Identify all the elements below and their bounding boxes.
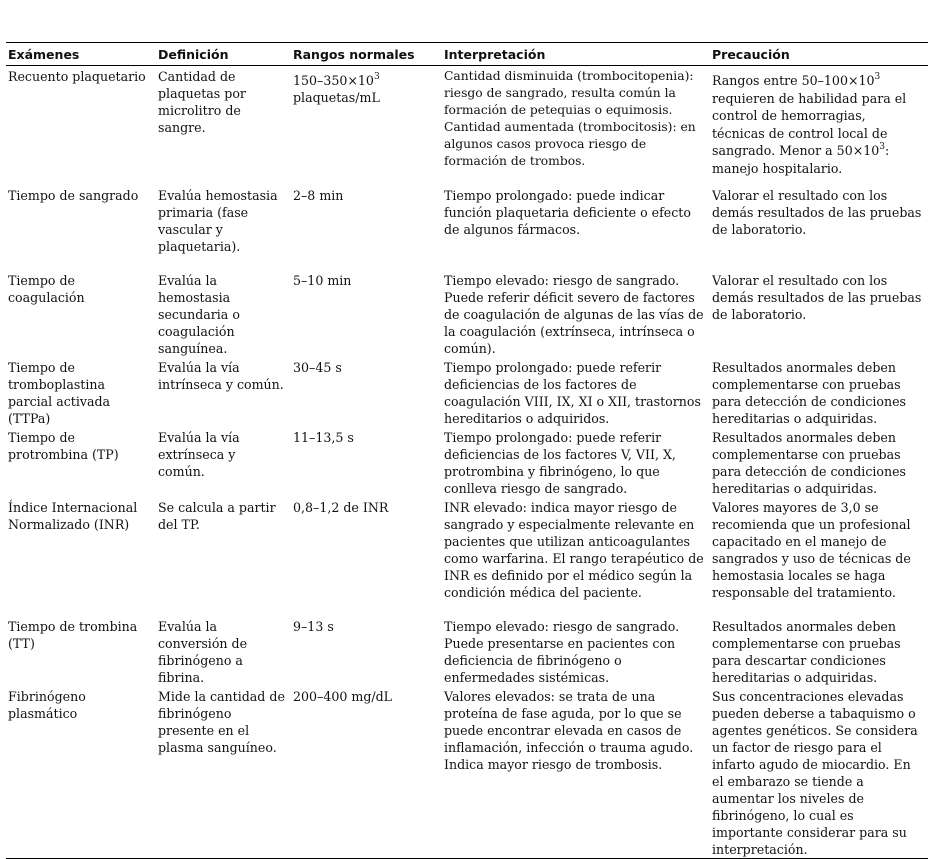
- cell-exam: Tiempo de protrombina (TP): [8, 429, 119, 462]
- cell-exam: Fibrinógeno plasmático: [8, 688, 86, 721]
- cell-range: 0,8–1,2 de INR: [293, 499, 389, 515]
- cell-interpretation: Tiempo elevado: riesgo de sangrado. Puede presentarse en pacientes con deficiencia de fibrinógeno o enfermedades sistémicas.: [444, 618, 680, 685]
- table-row: [6, 616, 928, 686]
- cell-definition: Evalúa la vía extrínseca y común.: [158, 429, 240, 479]
- table-row: [6, 427, 928, 497]
- cell-caution: Valorar el resultado con los demás resultados de las pruebas de laboratorio.: [712, 272, 922, 322]
- lab-tests-table-page: [6, 42, 928, 859]
- caution-part-3: : manejo hospitalario.: [712, 143, 890, 176]
- cell-definition: Evalúa la vía intrínseca y común.: [158, 359, 284, 392]
- caution-exponent-1: 3: [874, 72, 881, 82]
- table-row: [6, 686, 928, 859]
- table-row: [6, 357, 928, 427]
- cell-caution: Resultados anormales deben complementarse con pruebas para detección de condiciones hereditarias o adquiridas.: [712, 429, 907, 496]
- range-exponent: 3: [373, 72, 380, 82]
- cell-interpretation: Tiempo elevado: riesgo de sangrado. Puede referir déficit severo de factores de coagulación de algunas de las vías de la coagulación (extrínseca, intrínseca o común).: [444, 272, 704, 356]
- cell-exam: Índice Internacional Normalizado (INR): [8, 499, 138, 532]
- cell-caution: Resultados anormales deben complementarse con pruebas para descartar condiciones hereditarias o adquiridas.: [712, 618, 901, 685]
- header-exams: Exámenes: [8, 47, 80, 62]
- table-row: [6, 66, 928, 185]
- cell-range: 2–8 min: [293, 187, 344, 203]
- cell-definition: Evalúa la conversión de fibrinógeno a fibrina.: [158, 618, 248, 685]
- cell-exam: Tiempo de sangrado: [8, 187, 139, 203]
- cell-interpretation: Tiempo prolongado: puede referir deficiencias de los factores V, VII, X, protrombina y fibrinógeno, lo que conlleva riesgo de sangrado.: [444, 429, 676, 496]
- cell-caution: Sus concentraciones elevadas pueden deberse a tabaquismo o agentes genéticos. Se considera un factor de riesgo para el infarto agudo de miocardio. En el embarazo se tiende a aumentar los niveles de fibrinógeno, lo cual es importante considerar para su interpretación.: [712, 688, 918, 857]
- table-header-row: [6, 43, 928, 66]
- cell-caution: [710, 66, 928, 185]
- cell-interpretation: Tiempo prolongado: puede indicar función plaquetaria deficiente o efecto de algunos fármacos.: [444, 187, 691, 237]
- cell-exam: Tiempo de tromboplastina parcial activada (TTPa): [8, 359, 111, 426]
- cell-range: 5–10 min: [293, 272, 352, 288]
- cell-caution: Resultados anormales deben complementarse con pruebas para detección de condiciones hereditarias o adquiridas.: [712, 359, 907, 426]
- cell-range: 11–13,5 s: [293, 429, 354, 445]
- table-row: [6, 185, 928, 270]
- cell-range: 30–45 s: [293, 359, 342, 375]
- cell-interpretation: INR elevado: indica mayor riesgo de sangrado y especialmente relevante en pacientes que utilizan anticoagulantes como warfarina. El rango terapéutico de INR es definido por el médico según la condición médica del paciente.: [444, 499, 704, 600]
- range-suffix: plaquetas/mL: [293, 90, 380, 105]
- cell-range: 200–400 mg/dL: [293, 688, 393, 704]
- header-interpretation: Interpretación: [444, 47, 546, 62]
- header-normal-ranges: Rangos normales: [293, 47, 415, 62]
- cell-definition: Se calcula a partir del TP.: [158, 499, 276, 532]
- cell-definition: Cantidad de plaquetas por microlitro de sangre.: [158, 69, 246, 135]
- table-row: [6, 497, 928, 616]
- range-prefix: 150–350×10: [293, 73, 374, 88]
- cell-exam: Tiempo de coagulación: [8, 272, 85, 305]
- table-row: [6, 270, 928, 357]
- caution-exponent-2: 3: [879, 142, 886, 152]
- caution-part-1: Rangos entre 50–100×10: [712, 73, 875, 88]
- cell-definition: Mide la cantidad de fibrinógeno presente en el plasma sanguíneo.: [158, 688, 285, 755]
- cell-definition: Evalúa hemostasia primaria (fase vascular y plaquetaria).: [158, 187, 278, 254]
- cell-interpretation: Cantidad disminuida (trombocitopenia): riesgo de sangrado, resulta común la formación de petequias o equimosis. Cantidad aumentada (trombocitosis): en algunos casos provoca riesgo de formación de trombos.: [444, 69, 696, 168]
- caution-part-2: requieren de habilidad para el control de hemorragias, técnicas de control local de sangrado. Menor a 50×10: [712, 90, 907, 158]
- cell-range: 9–13 s: [293, 618, 334, 634]
- lab-tests-table: [6, 42, 928, 859]
- header-caution: Precaución: [712, 47, 790, 62]
- cell-interpretation: Tiempo prolongado: puede referir deficiencias de los factores de coagulación VIII, IX, XI o XII, trastornos hereditarios o adquiridos.: [444, 359, 701, 426]
- cell-exam: Tiempo de trombina (TT): [8, 618, 138, 651]
- header-definition: Definición: [158, 47, 229, 62]
- cell-caution: Valorar el resultado con los demás resultados de las pruebas de laboratorio.: [712, 187, 922, 237]
- cell-definition: Evalúa la hemostasia secundaria o coagulación sanguínea.: [158, 272, 240, 356]
- cell-exam: Recuento plaquetario: [8, 69, 146, 84]
- cell-range: [291, 66, 442, 185]
- cell-caution: Valores mayores de 3,0 se recomienda que un profesional capacitado en el manejo de sangrados y uso de técnicas de hemostasia locales se haga responsable del tratamiento.: [712, 499, 911, 600]
- cell-interpretation: Valores elevados: se trata de una proteína de fase aguda, por lo que se puede encontrar elevada en casos de inflamación, infección o trauma agudo. Indica mayor riesgo de trombosis.: [444, 688, 694, 772]
